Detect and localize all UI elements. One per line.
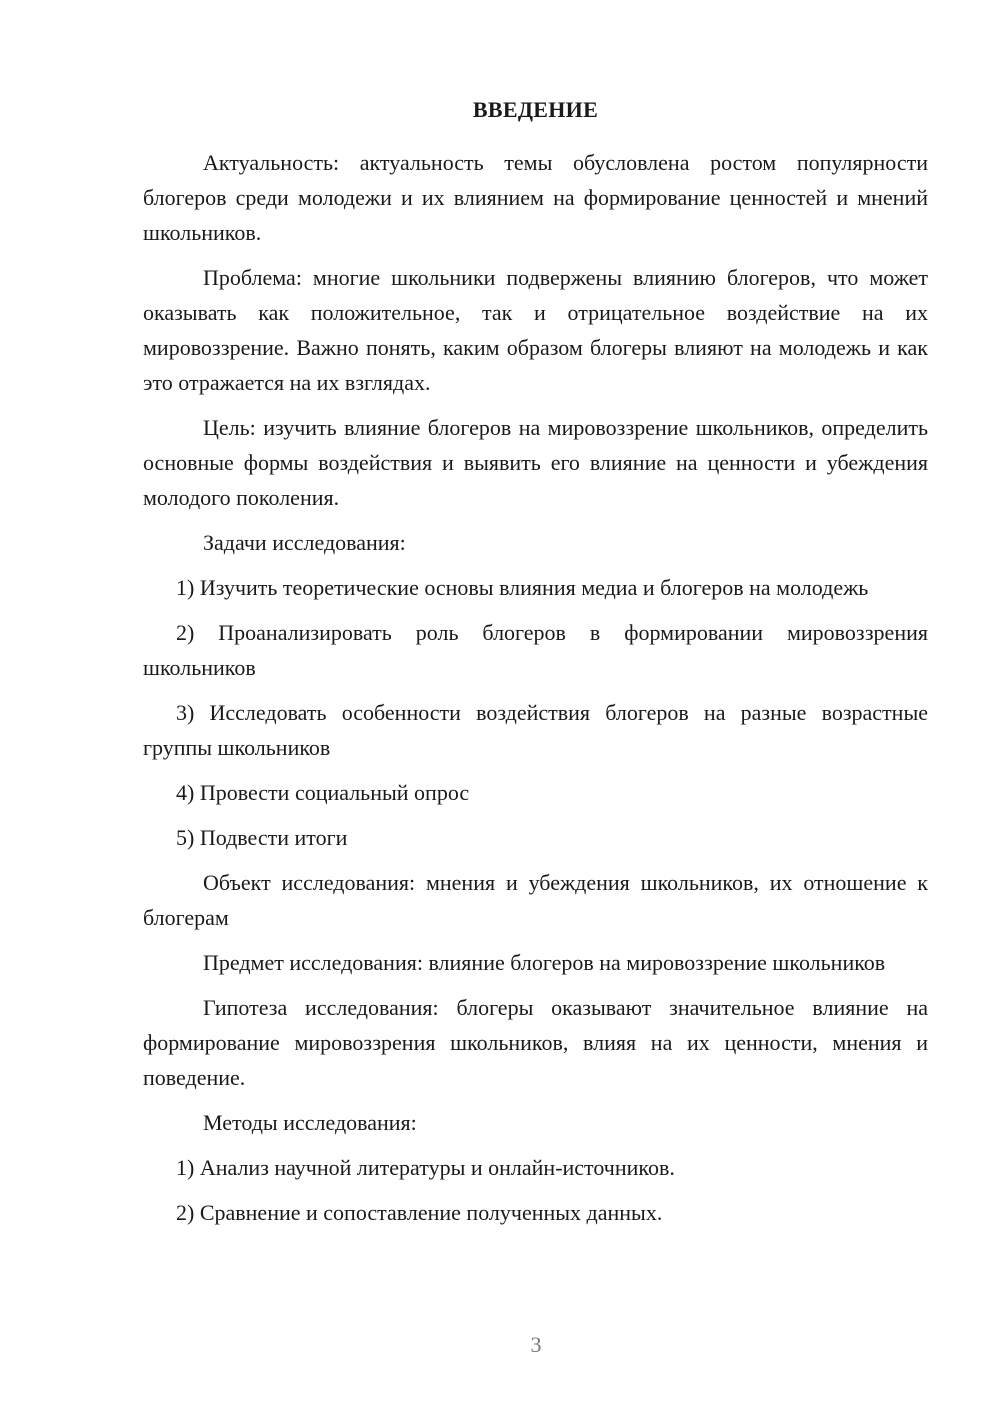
goal-paragraph: Цель: изучить влияние блогеров на мировоззрение школьников, определить основные формы воздействия и выявить его влияние на ценности и убеждения молодого поколения. <box>143 415 928 510</box>
relevance-paragraph: Актуальность: актуальность темы обусловлена ростом популярности блогеров среди молодежи и их влиянием на формирование ценностей и мнений школьников. <box>143 150 928 245</box>
page-title: ВВЕДЕНИЕ <box>472 97 599 122</box>
task-item-4: 4) Провести социальный опрос <box>176 780 470 805</box>
subject-paragraph: Предмет исследования: влияние блогеров на мировоззрение школьников <box>203 950 886 975</box>
task-item-3: 3) Исследовать особенности воздействия блогеров на разные возрастные группы школьников <box>143 700 928 760</box>
methods-heading: Методы исследования: <box>203 1110 417 1135</box>
page-number: 3 <box>530 1332 542 1357</box>
tasks-heading: Задачи исследования: <box>203 530 406 555</box>
task-item-2: 2) Проанализировать роль блогеров в формировании мировоззрения школьников <box>143 620 928 680</box>
hypothesis-paragraph: Гипотеза исследования: блогеры оказывают значительное влияние на формирование мировоззрения школьников, влияя на их ценности, мнения и поведение. <box>143 995 928 1090</box>
task-item-5: 5) Подвести итоги <box>176 825 348 850</box>
task-item-1: 1) Изучить теоретические основы влияния медиа и блогеров на молодежь <box>176 575 869 600</box>
method-item-2: 2) Сравнение и сопоставление полученных данных. <box>176 1200 663 1225</box>
method-item-1: 1) Анализ научной литературы и онлайн-источников. <box>176 1155 675 1180</box>
document-body <box>143 92 928 1240</box>
object-paragraph: Объект исследования: мнения и убеждения школьников, их отношение к блогерам <box>143 870 928 930</box>
problem-paragraph: Проблема: многие школьники подвержены влиянию блогеров, что может оказывать как положительное, так и отрицательное воздействие на их мировоззрение. Важно понять, каким образом блогеры влияют на молодежь и как это отражается на их взглядах. <box>143 265 928 395</box>
